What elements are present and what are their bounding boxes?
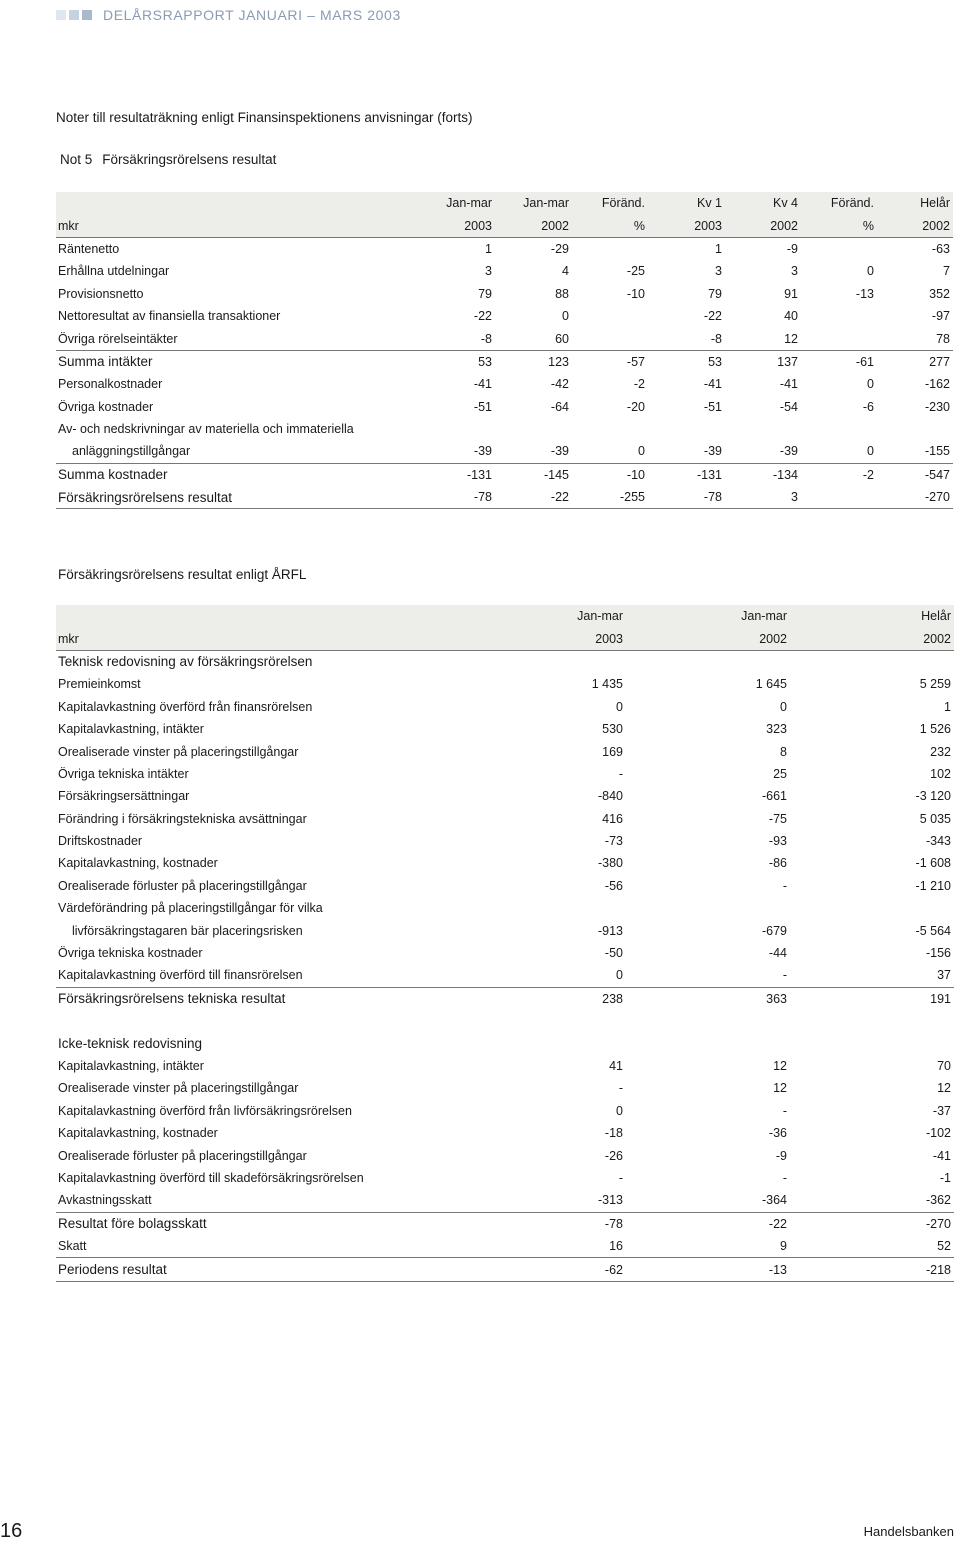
note5-heading [60,152,276,167]
table-cell: Jan-mar [429,192,495,214]
header-row [56,605,954,627]
table-cell: -42 [550,377,569,392]
row-label: Erhållna utdelningar [58,264,170,279]
table-row [56,1122,954,1144]
table-row [56,830,954,852]
table-cell: 2002 [626,627,790,650]
table-cell: -39 [550,444,569,459]
table-cell: 70 [937,1059,951,1073]
table-cell: 1 526 [919,722,951,737]
table-cell [801,305,877,327]
table-cell: -9 [775,1148,787,1163]
table-cell: 9 [780,1239,787,1254]
table-cell: Jan-mar [495,192,572,214]
table-cell: -29 [550,241,569,256]
table-cell: -97 [931,309,950,324]
table-cell: -22 [495,486,572,509]
table-cell [790,650,954,673]
table-cell: -44 [768,946,787,961]
row-label [56,1010,456,1032]
table-row [56,1235,954,1258]
table-row [56,327,953,350]
table-cell: -73 [604,834,623,849]
table-cell: -75 [768,811,787,826]
table-cell [626,650,790,673]
table-cell: -547 [877,463,953,486]
table-cell: 123 [495,350,572,373]
header-square-icon [82,10,92,20]
table-cell: 169 [602,744,623,759]
table-cell [626,1010,790,1032]
row-label: Avkastningsskatt [58,1193,152,1208]
table-cell: -364 [761,1193,787,1208]
table-cell: 7 [943,264,950,279]
table-cell: 2003 [648,214,725,237]
row-label: Kapitalavkastning, intäkter [58,1059,204,1073]
table-cell: -13 [626,1258,790,1281]
table-cell: 40 [784,309,798,324]
table-cell [572,237,648,260]
table-cell [626,1032,790,1054]
table-cell: -39 [779,444,798,459]
row-label [56,605,456,627]
table-cell [648,418,725,440]
table-cell: -41 [932,1148,951,1163]
table-cell: 2002 [725,214,801,237]
table-cell: -840 [597,789,623,804]
table-row [56,373,953,395]
row-label: Kapitalavkastning överförd från livförsäkringsrörelsen [58,1103,352,1118]
table-cell: Jan-mar [626,605,790,627]
row-label: Teknisk redovisning av försäkringsrörelsen [58,654,313,670]
header-row [56,627,954,650]
table-cell: -61 [801,350,877,373]
table-cell [801,327,877,350]
table-cell: Kv 4 [725,192,801,214]
table-cell: -380 [597,856,623,871]
table-cell: - [782,1170,787,1185]
table-cell: -2 [633,377,645,392]
table-row [56,237,953,260]
table-row [56,1055,954,1077]
row-label: Kapitalavkastning, kostnader [58,856,218,871]
table-cell [801,237,877,260]
table-cell: 2002 [790,627,954,650]
table-cell: Helår [877,192,953,214]
table-cell: -86 [768,856,787,871]
table-cell: 3 [485,264,492,279]
table-cell: -41 [703,377,722,392]
row-label: Värdeförändring på placeringstillgångar för vilka [58,901,323,916]
table-cell: -1 210 [915,878,951,893]
table-row [56,1212,954,1235]
table-cell [456,650,626,673]
table-cell: -156 [925,946,951,961]
table-row [56,718,954,740]
table-cell: 2003 [429,214,495,237]
report-header [56,6,401,24]
table-cell: 137 [725,350,801,373]
table-cell: -1 608 [915,856,951,871]
table-row [56,1258,954,1281]
table-cell: 60 [555,331,569,346]
row-label: Försäkringsrörelsens tekniska resultat [56,987,456,1010]
row-label: Orealiserade förluster på placeringstillgångar [58,878,307,893]
arfl-result-table [56,605,954,1282]
table-cell: -230 [924,399,950,414]
table-row [56,987,954,1010]
table-cell: -56 [604,878,623,893]
table-row [56,283,953,305]
table-cell: -26 [604,1148,623,1163]
table-row [56,350,953,373]
note-heading: Noter till resultaträkning enligt Finansinspektionens anvisningar (forts) [56,110,473,125]
table-cell [456,1032,626,1054]
row-label: Kapitalavkastning, kostnader [58,1126,218,1141]
table-cell: -913 [597,923,623,938]
table-cell: -162 [924,377,950,392]
header-square-icon [69,10,79,20]
table-cell: 3 [725,486,801,509]
table-cell: - [618,1081,623,1096]
report-title: DELÅRSRAPPORT JANUARI – MARS 2003 [103,7,401,23]
table-row [56,852,954,874]
table-cell: 238 [456,987,626,1010]
table-cell: - [782,968,787,983]
table-cell [456,897,626,919]
table-cell: - [618,1170,623,1185]
table-cell: -679 [761,923,787,938]
row-label: Försäkringsrörelsens resultat [56,486,429,509]
table-cell: 352 [929,286,950,301]
row-label: Räntenetto [58,241,120,256]
table-cell: 25 [773,766,787,781]
row-label: Nettoresultat av finansiella transaktioner [58,309,281,324]
table-cell: -661 [761,789,787,804]
row-label: Summa intäkter [56,350,429,373]
table-row [56,440,953,463]
table-cell [572,305,648,327]
table-cell: -218 [790,1258,954,1281]
row-label: Resultat före bolagsskatt [56,1212,456,1235]
table-cell: 277 [877,350,953,373]
table-cell: -5 564 [915,923,951,938]
table-cell: 12 [784,331,798,346]
table-row [56,1077,954,1099]
table-cell: 0 [780,699,787,714]
table-cell: 79 [478,286,492,301]
table-row [56,808,954,830]
table-cell: 0 [867,377,874,392]
table-cell: 0 [638,444,645,459]
row-label: livförsäkringstagaren bär placeringsrisken [72,923,303,938]
row-label: Av- och nedskrivningar av materiella och immateriella [58,422,354,437]
row-label: Orealiserade förluster på placeringstillgångar [58,1148,307,1163]
table-cell: -41 [473,377,492,392]
table-cell: 53 [648,350,725,373]
table-cell: 37 [937,968,951,983]
table-cell: 12 [773,1059,787,1073]
table-cell: -10 [626,286,645,301]
table-row [56,964,954,987]
table-cell: -78 [648,486,725,509]
table-row [56,740,954,762]
section-title: Försäkringsrörelsens resultat enligt ÅRFL [58,567,307,582]
table-row [56,875,954,897]
table-cell: -6 [862,399,874,414]
table-cell: 12 [773,1081,787,1096]
table-cell: -50 [604,946,623,961]
row-label: Personalkostnader [58,377,163,392]
table-cell [790,1010,954,1032]
table-row [56,897,954,919]
table-cell [877,418,953,440]
row-label: mkr [56,627,456,650]
table-cell: Helår [790,605,954,627]
note-number: Not 5 [60,152,93,167]
row-label: Summa kostnader [56,463,429,486]
table-cell [626,897,790,919]
row-label: Övriga tekniska kostnader [58,946,203,961]
table-cell: -78 [429,486,495,509]
row-label: mkr [56,214,429,237]
table-cell [801,418,877,440]
table-cell: -131 [429,463,495,486]
header-square-icon [56,10,66,20]
table-row [56,1167,954,1189]
table-cell [725,418,801,440]
table-cell: % [801,214,877,237]
table-cell: -2 [801,463,877,486]
table-cell: 2002 [877,214,953,237]
table-cell: -25 [626,264,645,279]
table-cell: Föränd. [572,192,648,214]
table-cell: -145 [495,463,572,486]
table-cell: -36 [768,1126,787,1141]
table-cell: 530 [602,722,623,737]
table-cell: -20 [626,399,645,414]
table-cell: -102 [925,1126,951,1141]
table-cell: Föränd. [801,192,877,214]
table-cell: -10 [572,463,648,486]
table-cell: 1 [715,241,722,256]
table-row [56,650,954,673]
table-row [56,463,953,486]
table-row [56,1010,954,1032]
table-row [56,919,954,941]
table-row [56,673,954,695]
table-cell: 52 [937,1239,951,1254]
table-cell: -255 [572,486,648,509]
table-cell: -131 [648,463,725,486]
table-cell: -64 [550,399,569,414]
table-cell: 191 [790,987,954,1010]
table-cell: 1 [944,699,951,714]
table-row [56,305,953,327]
table-row [56,260,953,282]
insurance-result-table [56,192,953,509]
table-row [56,1100,954,1122]
row-label: Premieinkomst [58,677,141,692]
table-row [56,486,953,509]
table-cell: 88 [555,286,569,301]
table-cell: -63 [931,241,950,256]
table-cell: 0 [616,1103,623,1118]
table-cell: -9 [786,241,798,256]
table-cell [801,486,877,509]
table-cell [790,1032,954,1054]
table-cell: -22 [473,309,492,324]
row-label: Kapitalavkastning överförd till finansrörelsen [58,968,303,983]
table-cell: -22 [703,309,722,324]
row-label: Orealiserade vinster på placeringstillgångar [58,744,299,759]
table-cell: 102 [930,766,951,781]
row-label: Kapitalavkastning, intäkter [58,722,204,737]
table-cell: 8 [780,744,787,759]
table-cell: 232 [930,744,951,759]
table-cell: 0 [867,444,874,459]
table-cell: 2002 [495,214,572,237]
table-cell: -57 [572,350,648,373]
table-cell: -13 [855,286,874,301]
table-cell: -270 [877,486,953,509]
table-cell: % [572,214,648,237]
table-cell [495,418,572,440]
table-row [56,942,954,964]
table-row [56,1144,954,1166]
table-cell: -39 [473,444,492,459]
table-cell: 0 [616,968,623,983]
table-cell: -78 [456,1212,626,1235]
table-row [56,696,954,718]
row-label [56,192,429,214]
table-cell: -155 [924,444,950,459]
page-number: 16 [0,1520,23,1542]
table-cell: Kv 1 [648,192,725,214]
row-label: Orealiserade vinster på placeringstillgångar [58,1081,299,1096]
table-row [56,396,953,418]
table-row [56,785,954,807]
table-row [56,1032,954,1054]
table-cell: 12 [937,1081,951,1096]
table-cell: -1 [939,1170,951,1185]
row-label: Icke-teknisk redovisning [58,1036,203,1052]
table-cell: 78 [936,331,950,346]
table-cell: 363 [626,987,790,1010]
header-row [56,192,953,214]
table-cell: 53 [429,350,495,373]
row-label: Periodens resultat [56,1258,456,1281]
table-cell [572,418,648,440]
table-cell [456,1010,626,1032]
table-cell: 0 [616,699,623,714]
table-cell: -8 [480,331,492,346]
table-cell: 41 [609,1059,623,1073]
table-cell: 1 [485,241,492,256]
table-cell: 1 435 [591,677,623,692]
row-label: Skatt [58,1239,87,1254]
table-row [56,418,953,440]
table-cell: 323 [766,722,787,737]
row-label: Övriga kostnader [58,399,154,414]
table-cell: -343 [925,834,951,849]
table-cell: 0 [562,309,569,324]
row-label: Övriga rörelseintäkter [58,331,178,346]
table-cell: 2003 [456,627,626,650]
row-label: Driftskostnader [58,834,143,849]
table-cell: -3 120 [915,789,951,804]
table-cell: 3 [715,264,722,279]
table-cell: 4 [562,264,569,279]
table-cell: 16 [609,1239,623,1254]
row-label: Förändring i försäkringstekniska avsättningar [58,811,307,826]
table-row [56,1189,954,1212]
table-cell: Jan-mar [456,605,626,627]
table-cell [429,418,495,440]
note-title: Försäkringsrörelsens resultat [102,152,277,167]
table-cell: - [782,1103,787,1118]
row-label: anläggningstillgångar [72,444,191,459]
table-cell: -362 [925,1193,951,1208]
row-label: Kapitalavkastning överförd till skadeförsäkringsrörelsen [58,1170,364,1185]
table-cell: -93 [768,834,787,849]
header-row [56,214,953,237]
table-cell: 5 259 [919,677,951,692]
table-cell: -8 [710,331,722,346]
table-cell: 1 645 [755,677,787,692]
table-cell: -62 [456,1258,626,1281]
table-cell: 91 [784,286,798,301]
table-cell: 3 [791,264,798,279]
table-cell: -313 [597,1193,623,1208]
table-cell: 416 [602,811,623,826]
table-cell: -51 [703,399,722,414]
table-cell [790,897,954,919]
table-cell: - [618,766,623,781]
row-label: Försäkringsersättningar [58,789,190,804]
row-label: Provisionsnetto [58,286,144,301]
table-cell: -39 [703,444,722,459]
table-cell: 5 035 [919,811,951,826]
table-cell: -134 [725,463,801,486]
table-cell: -22 [626,1212,790,1235]
table-cell: - [782,878,787,893]
table-row [56,763,954,785]
footer-brand: Handelsbanken [863,1524,954,1539]
row-label: Övriga tekniska intäkter [58,766,189,781]
table-cell: -37 [932,1103,951,1118]
table-cell: 0 [867,264,874,279]
row-label: Kapitalavkastning överförd från finansrörelsen [58,699,313,714]
table-cell: -270 [790,1212,954,1235]
table-cell: -51 [473,399,492,414]
table-cell: -54 [779,399,798,414]
table-cell [572,327,648,350]
table-cell: -18 [604,1126,623,1141]
table-cell: -41 [779,377,798,392]
table-cell: 79 [708,286,722,301]
